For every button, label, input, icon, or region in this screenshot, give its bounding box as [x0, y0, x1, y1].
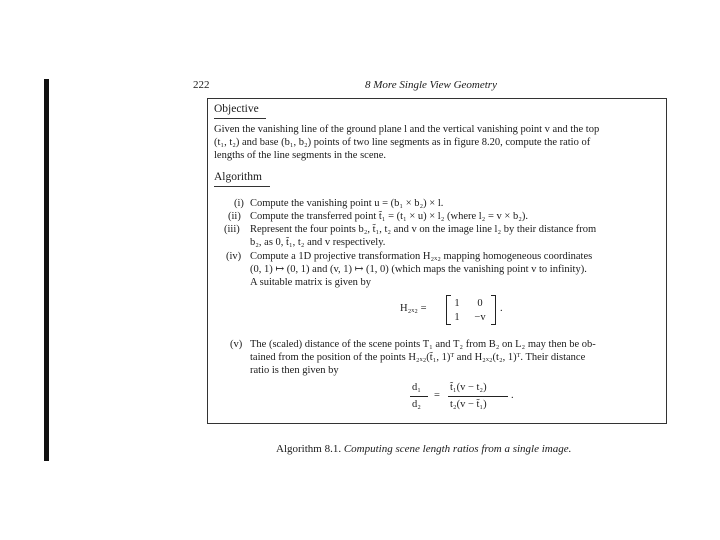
step-iii-line-2: b₂, as 0, t̃₁, t₂ and v respectively. — [250, 237, 386, 248]
objective-heading-rule — [214, 118, 266, 119]
step-iv-line-2: (0, 1) ↦ (0, 1) and (v, 1) ↦ (1, 0) (which maps the vanishing point v to infinity). — [250, 264, 587, 275]
formula-equals: = — [434, 390, 440, 401]
formula-lhs-numerator: d₁ — [412, 382, 421, 393]
matrix-label: H₂ₓ₂ = — [400, 303, 427, 314]
formula-rhs-numerator: t̃₁(v − t₂) — [450, 382, 487, 393]
step-ii-text: Compute the transferred point t̃₁ = (t₁ × u) × l₂ (where l₂ = v × b₂). — [250, 211, 528, 222]
step-iii-line-1: Represent the four points b₂, t̃₁, t₂ and v on the image line l₂ by their distance from — [250, 224, 597, 235]
objective-line-2: (t₁, t₂) and base (b₁, b₂) points of two line segments as in figure 8.20, compute the ratio of — [214, 137, 591, 148]
formula-rhs-denominator: t₂(v − t̃₁) — [450, 399, 487, 410]
step-iv-line-1: Compute a 1D projective transformation H₂ₓ₂ mapping homogeneous coordinates — [250, 251, 593, 262]
matrix-r1c1: 1 — [454, 298, 460, 309]
algorithm-caption — [276, 443, 571, 455]
formula-period: . — [511, 390, 514, 401]
running-head: 8 More Single View Geometry — [365, 79, 497, 91]
step-i-label: (i) — [234, 198, 244, 209]
objective-line-3: lengths of the line segments in the scene. — [214, 150, 387, 161]
matrix-period: . — [500, 303, 503, 314]
step-v-line-2: tained from the position of the points H₂ₓ₂(t̃₁, 1)ᵀ and H₂ₓ₂(t₂, 1)ᵀ. Their distance — [250, 352, 586, 363]
page-number: 222 — [193, 79, 210, 91]
algorithm-box — [207, 98, 667, 424]
step-iii-label: (iii) — [224, 224, 240, 235]
matrix-r2c2: −v — [474, 312, 486, 323]
step-v-line-3: ratio is then given by — [250, 365, 339, 376]
step-iv-label: (iv) — [226, 251, 242, 262]
algorithm-heading-rule — [214, 186, 270, 187]
matrix-r2c1: 1 — [454, 312, 460, 323]
step-iv-line-3: A suitable matrix is given by — [250, 277, 372, 288]
slide-left-bar — [44, 79, 49, 461]
step-ii-label: (ii) — [228, 211, 241, 222]
objective-heading: Objective — [214, 103, 259, 115]
matrix-r1c2: 0 — [477, 298, 483, 309]
step-v-line-1: The (scaled) distance of the scene points T₁ and T₂ from B₂ on L₂ may then be ob- — [250, 339, 596, 350]
step-v-label: (v) — [230, 339, 243, 350]
caption-title: Computing scene length ratios from a single image. — [343, 443, 572, 455]
formula-lhs-fraction-bar — [410, 396, 428, 397]
formula-lhs-denominator: d₂ — [412, 399, 421, 410]
objective-line-1: Given the vanishing line of the ground plane l and the vertical vanishing point v and the top — [214, 124, 600, 135]
caption-label: Algorithm 8.1. — [276, 443, 342, 455]
step-i-text: Compute the vanishing point u = (b₁ × b₂) × l. — [250, 198, 444, 209]
algorithm-heading: Algorithm — [214, 171, 262, 183]
matrix-right-bracket — [491, 295, 496, 325]
formula-rhs-fraction-bar — [448, 396, 508, 397]
